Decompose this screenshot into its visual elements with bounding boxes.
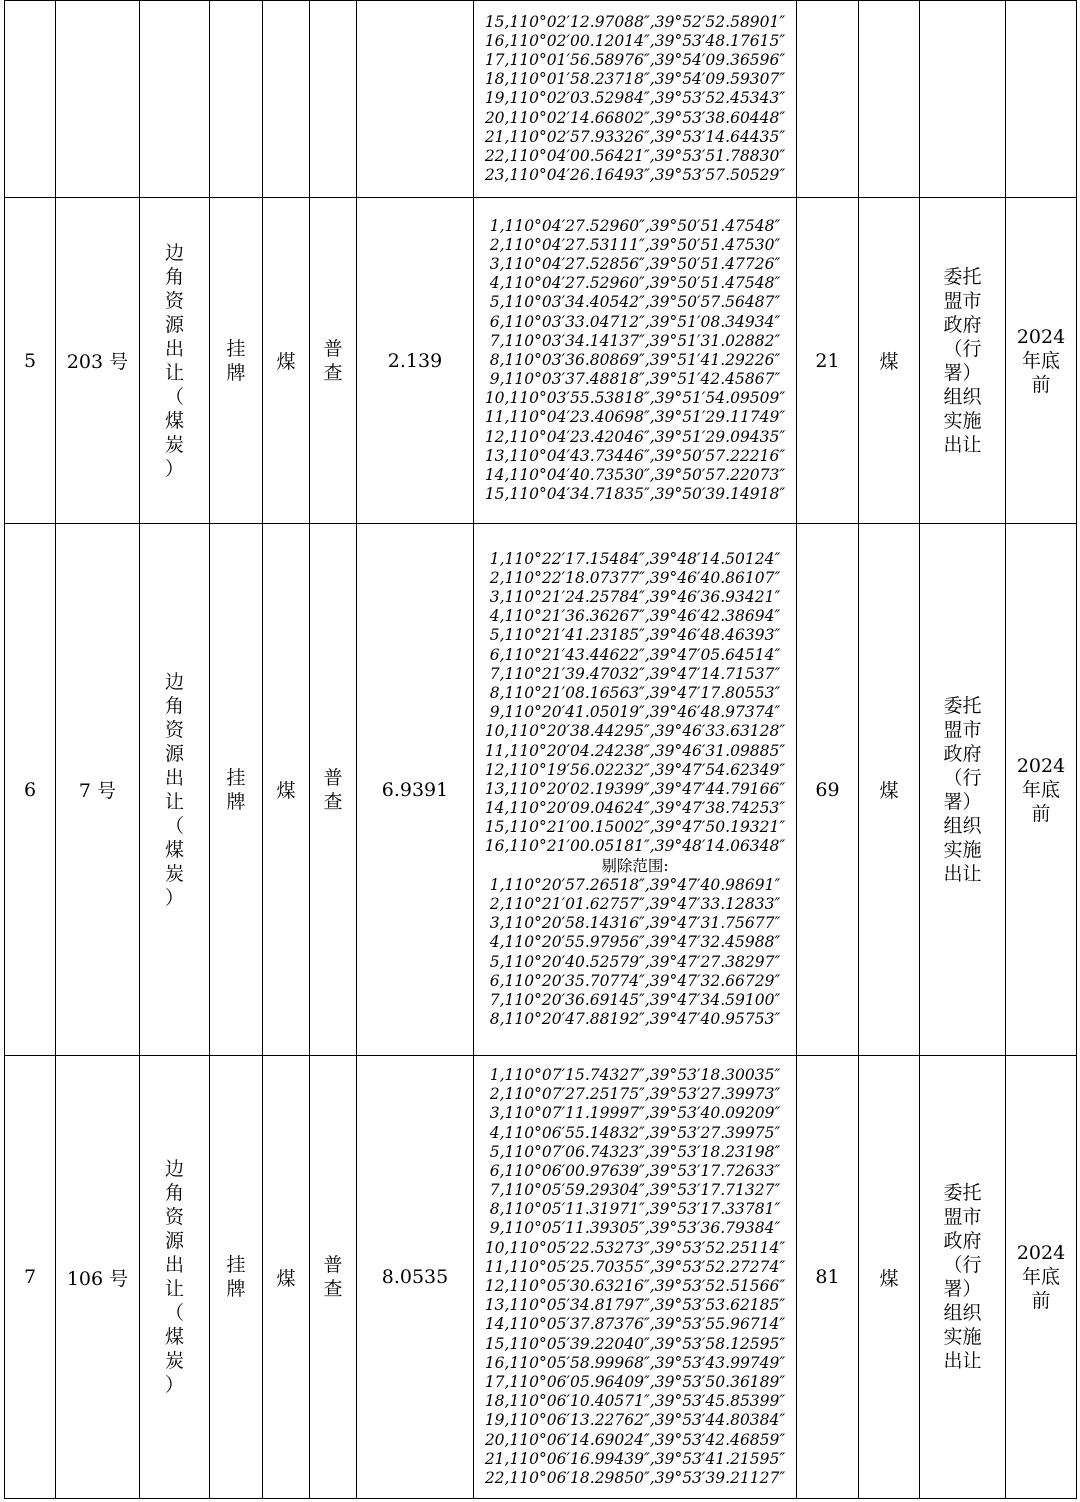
organizer-line: （行 — [943, 766, 982, 789]
coordinate-point: 15,110°02′12.97088″,39°52′52.58901″ — [484, 12, 786, 31]
block-type-line: 源 — [164, 1230, 184, 1252]
organizer — [920, 524, 1006, 1056]
exploration-stage-line: 普 — [323, 766, 343, 789]
organizer-line: 署） — [943, 790, 982, 813]
coordinate-point: 8,110°05′11.31971″,39°53′17.33781″ — [489, 1200, 781, 1219]
coordinate-point: 12,110°05′30.63216″,39°53′52.51566″ — [484, 1277, 786, 1295]
coordinate-point: 12,110°19′56.02232″,39°47′54.62349″ — [484, 760, 786, 779]
block-type-line: 资 — [164, 718, 184, 741]
block-type-line: ） — [164, 886, 184, 909]
area-value — [357, 1, 474, 198]
deadline — [1006, 198, 1077, 524]
organizer-line: 实施 — [943, 1326, 982, 1348]
point-count: 69 — [797, 524, 859, 1056]
coordinate-point: 10,110°20′38.44295″,39°46′33.63128″ — [484, 722, 786, 741]
organizer — [920, 1, 1006, 198]
deadline-line: 年底 — [1021, 778, 1060, 801]
deadline-line: 前 — [1031, 802, 1051, 825]
organizer-line: 署） — [943, 361, 982, 384]
coordinate-point: 3,110°20′58.14316″,39°47′31.75677″ — [489, 914, 781, 933]
table-row — [5, 1, 1077, 198]
mining-rights-table — [4, 0, 1077, 1499]
organizer-line: 出让 — [943, 433, 982, 456]
coordinate-point: 15,110°05′39.22040″,39°53′58.12595″ — [484, 1334, 786, 1353]
organizer-line: 盟市 — [943, 1206, 982, 1228]
coordinate-point: 剔除范围: — [601, 856, 669, 875]
mineral-type — [263, 1, 310, 198]
coordinate-point: 11,110°20′04.24238″,39°46′31.09885″ — [484, 741, 786, 760]
block-type-line: ） — [164, 457, 184, 480]
organizer-line: 盟市 — [943, 289, 982, 312]
row-number — [5, 1, 56, 198]
exploration-stage — [310, 524, 357, 1056]
organizer-line: 盟市 — [943, 718, 982, 741]
coordinate-point: 2,110°22′18.07377″,39°46′40.86107″ — [489, 568, 781, 587]
exploration-stage — [310, 1056, 357, 1499]
mineral-type: 煤 — [263, 524, 310, 1056]
deadline-line: 前 — [1031, 1290, 1051, 1312]
coordinate-point: 4,110°20′55.97956″,39°47′32.45988″ — [489, 933, 781, 952]
block-type — [140, 1056, 210, 1499]
coordinate-list — [474, 1056, 797, 1499]
organizer-line: 组织 — [943, 1302, 982, 1324]
point-count — [797, 1, 859, 198]
coordinate-point: 7,110°20′36.69145″,39°47′34.59100″ — [489, 990, 781, 1009]
mineral-type-2: 煤 — [859, 524, 920, 1056]
coordinate-point: 16,110°05′58.99968″,39°53′43.99749″ — [484, 1353, 786, 1372]
area-value: 6.9391 — [357, 524, 474, 1056]
deadline-line: 前 — [1031, 373, 1051, 396]
mineral-type-2: 煤 — [859, 198, 920, 524]
coordinate-point: 6,110°21′43.44622″,39°47′05.64514″ — [489, 645, 781, 664]
coordinate-point: 3,110°04′27.52856″,39°50′51.47726″ — [489, 254, 781, 273]
coordinate-point: 8,110°20′47.88192″,39°47′40.95753″ — [489, 1010, 781, 1029]
point-count: 81 — [797, 1056, 859, 1499]
block-type-line: 出 — [164, 1254, 184, 1276]
organizer-line: 政府 — [943, 742, 982, 765]
coordinate-point: 1,110°07′15.74327″,39°53′18.30035″ — [489, 1065, 781, 1084]
coordinate-point: 11,110°05′25.70355″,39°53′52.27274″ — [484, 1257, 786, 1276]
mineral-type: 煤 — [263, 198, 310, 524]
organizer-line: 署） — [943, 1278, 982, 1300]
transfer-method — [210, 1, 263, 198]
block-type — [140, 198, 210, 524]
coordinate-point: 22,110°04′00.56421″,39°53′51.78830″ — [484, 146, 786, 165]
mineral-type-2 — [859, 1, 920, 198]
coordinate-point: 4,110°06′55.14832″,39°53′27.39975″ — [489, 1123, 781, 1142]
coordinate-point: 2,110°04′27.53111″,39°50′51.47530″ — [489, 235, 781, 254]
deadline — [1006, 1056, 1077, 1499]
table-row — [5, 524, 1077, 1056]
organizer-line: （行 — [943, 1254, 982, 1276]
coordinate-point: 16,110°02′00.12014″,39°53′48.17615″ — [484, 31, 786, 50]
coordinate-point: 15,110°21′00.15002″,39°47′50.19321″ — [484, 818, 786, 837]
coordinate-point: 21,110°06′16.99439″,39°53′41.21595″ — [484, 1449, 786, 1468]
transfer-method-line: 挂 — [226, 337, 246, 360]
mineral-type: 煤 — [263, 1056, 310, 1499]
block-type-line: ） — [164, 1374, 184, 1396]
coordinate-point: 5,110°03′34.40542″,39°50′57.56487″ — [489, 293, 781, 312]
table-row — [5, 198, 1077, 524]
deadline-line: 年底 — [1021, 349, 1060, 372]
block-type-line: 角 — [164, 694, 184, 717]
transfer-method — [210, 524, 263, 1056]
exploration-stage-line: 普 — [323, 337, 343, 360]
coordinate-point: 1,110°04′27.52960″,39°50′51.47548″ — [489, 216, 781, 235]
block-type-line: （ — [164, 1302, 184, 1324]
coordinate-point: 18,110°06′10.40571″,39°53′45.85399″ — [484, 1392, 786, 1411]
block-type-line: 出 — [164, 766, 184, 789]
exploration-stage — [310, 198, 357, 524]
block-type-line: 资 — [164, 289, 184, 312]
block-type-line: 煤 — [164, 838, 184, 861]
exploration-stage-line: 普 — [323, 1254, 343, 1276]
row-number: 7 — [5, 1056, 56, 1499]
exploration-stage-line: 查 — [323, 1278, 343, 1300]
coordinate-point: 8,110°21′08.16563″,39°47′17.80553″ — [489, 683, 781, 702]
block-type-line: 角 — [164, 265, 184, 288]
area-value: 8.0535 — [357, 1056, 474, 1499]
block-id: 203 号 — [56, 198, 140, 524]
coordinate-point: 21,110°02′57.93326″,39°53′14.64435″ — [484, 127, 786, 146]
coordinate-point: 19,110°02′03.52984″,39°53′52.45343″ — [484, 89, 786, 108]
coordinate-point: 13,110°05′34.81797″,39°53′53.62185″ — [484, 1296, 786, 1315]
coordinate-point: 1,110°20′57.26518″,39°47′40.98691″ — [489, 875, 781, 894]
transfer-method — [210, 198, 263, 524]
coordinate-point: 4,110°21′36.36267″,39°46′42.38694″ — [489, 607, 781, 626]
block-type-line: 炭 — [164, 1350, 184, 1372]
block-type-line: 让 — [164, 361, 184, 384]
organizer-line: 政府 — [943, 313, 982, 336]
coordinate-point: 8,110°03′36.80869″,39°51′41.29226″ — [489, 350, 781, 369]
coordinate-point: 4,110°04′27.52960″,39°50′51.47548″ — [489, 274, 781, 293]
block-type-line: 炭 — [164, 862, 184, 885]
block-type-line: （ — [164, 814, 184, 837]
organizer-line: 委托 — [943, 265, 982, 288]
coordinate-point: 13,110°20′02.19399″,39°47′44.79166″ — [484, 779, 786, 798]
coordinate-point: 5,110°07′06.74323″,39°53′18.23198″ — [489, 1142, 781, 1161]
block-type-line: 让 — [164, 1278, 184, 1300]
block-type-line: 边 — [164, 670, 184, 693]
coordinate-point: 16,110°21′00.05181″,39°48′14.06348″ — [484, 837, 786, 856]
block-type-line: 源 — [164, 313, 184, 336]
organizer-line: 委托 — [943, 694, 982, 717]
block-type-line: 边 — [164, 1158, 184, 1180]
transfer-method-line: 牌 — [226, 1278, 246, 1300]
coordinate-point: 6,110°20′35.70774″,39°47′32.66729″ — [489, 971, 781, 990]
organizer — [920, 1056, 1006, 1499]
block-type-line: 炭 — [164, 433, 184, 456]
block-type-line: （ — [164, 385, 184, 408]
coordinate-point: 7,110°21′39.47032″,39°47′14.71537″ — [489, 664, 781, 683]
deadline-line: 2024 — [1016, 325, 1066, 348]
organizer-line: 出让 — [943, 1350, 982, 1372]
coordinate-point: 3,110°21′24.25784″,39°46′36.93421″ — [489, 588, 781, 607]
coordinate-point: 1,110°22′17.15484″,39°48′14.50124″ — [489, 549, 781, 568]
deadline — [1006, 1, 1077, 198]
coordinate-point: 20,110°02′14.66802″,39°53′38.60448″ — [484, 108, 786, 127]
organizer-line: （行 — [943, 337, 982, 360]
coordinate-point: 10,110°05′22.53273″,39°53′52.25114″ — [484, 1238, 786, 1257]
coordinate-point: 18,110°01′58.23718″,39°54′09.59307″ — [484, 70, 786, 89]
block-type-line: 出 — [164, 337, 184, 360]
organizer-line: 政府 — [943, 1230, 982, 1252]
organizer-line: 实施 — [943, 409, 982, 432]
coordinate-point: 11,110°04′23.40698″,39°51′29.11749″ — [484, 408, 786, 427]
mineral-type-2: 煤 — [859, 1056, 920, 1499]
exploration-stage-line: 查 — [323, 361, 343, 384]
exploration-stage-line: 查 — [323, 790, 343, 813]
coordinate-point: 7,110°05′59.29304″,39°53′17.71327″ — [489, 1181, 781, 1200]
coordinate-point: 23,110°04′26.16493″,39°53′57.50529″ — [484, 166, 786, 185]
point-count: 21 — [797, 198, 859, 524]
transfer-method-line: 挂 — [226, 1254, 246, 1276]
coordinate-point: 15,110°04′34.71835″,39°50′39.14918″ — [484, 485, 786, 504]
block-type-line: 源 — [164, 742, 184, 765]
coordinate-point: 2,110°07′27.25175″,39°53′27.39973″ — [489, 1085, 781, 1104]
coordinate-list — [474, 198, 797, 524]
exploration-stage — [310, 1, 357, 198]
coordinate-point: 6,110°03′33.04712″,39°51′08.34934″ — [489, 312, 781, 331]
organizer-line: 实施 — [943, 838, 982, 861]
block-type — [140, 1, 210, 198]
coordinate-point: 17,110°06′05.96409″,39°53′50.36189″ — [484, 1372, 786, 1391]
coordinate-point: 14,110°04′40.73530″,39°50′57.22073″ — [484, 466, 786, 485]
area-value: 2.139 — [357, 198, 474, 524]
block-type-line: 边 — [164, 241, 184, 264]
coordinate-point: 17,110°01′56.58976″,39°54′09.36596″ — [484, 51, 786, 70]
coordinate-point: 5,110°20′40.52579″,39°47′27.38297″ — [489, 952, 781, 971]
deadline — [1006, 524, 1077, 1056]
transfer-method-line: 牌 — [226, 790, 246, 813]
row-number: 6 — [5, 524, 56, 1056]
coordinate-point: 20,110°06′14.69024″,39°53′42.46859″ — [484, 1430, 786, 1449]
block-type-line: 角 — [164, 1182, 184, 1204]
coordinate-point: 2,110°21′01.62757″,39°47′33.12833″ — [489, 895, 781, 914]
deadline-line: 2024 — [1016, 1242, 1066, 1264]
deadline-line: 年底 — [1021, 1266, 1060, 1288]
coordinate-point: 9,110°03′37.48818″,39°51′42.45867″ — [489, 370, 781, 389]
block-id — [56, 1, 140, 198]
coordinate-point: 12,110°04′23.42046″,39°51′29.09435″ — [484, 427, 786, 446]
block-id: 7 号 — [56, 524, 140, 1056]
block-id: 106 号 — [56, 1056, 140, 1499]
coordinate-point: 9,110°20′41.05019″,39°46′48.97374″ — [489, 703, 781, 722]
coordinate-point: 19,110°06′13.22762″,39°53′44.80384″ — [484, 1411, 786, 1430]
table-row — [5, 1056, 1077, 1499]
coordinate-point: 14,110°05′37.87376″,39°53′55.96714″ — [484, 1315, 786, 1334]
coordinate-point: 13,110°04′43.73446″,39°50′57.22216″ — [484, 446, 786, 465]
coordinate-point: 9,110°05′11.39305″,39°53′36.79384″ — [489, 1219, 781, 1238]
organizer-line: 出让 — [943, 862, 982, 885]
block-type-line: 资 — [164, 1206, 184, 1228]
organizer-line: 组织 — [943, 814, 982, 837]
transfer-method-line: 牌 — [226, 361, 246, 384]
coordinate-point: 7,110°03′34.14137″,39°51′31.02882″ — [489, 331, 781, 350]
coordinate-point: 6,110°06′00.97639″,39°53′17.72633″ — [489, 1161, 781, 1180]
transfer-method-line: 挂 — [226, 766, 246, 789]
block-type-line: 煤 — [164, 409, 184, 432]
row-number: 5 — [5, 198, 56, 524]
coordinate-point: 22,110°06′18.29850″,39°53′39.21127″ — [484, 1468, 786, 1487]
deadline-line: 2024 — [1016, 754, 1066, 777]
coordinate-point: 10,110°03′55.53818″,39°51′54.09509″ — [484, 389, 786, 408]
organizer-line: 委托 — [943, 1182, 982, 1204]
coordinate-point: 5,110°21′41.23185″,39°46′48.46393″ — [489, 626, 781, 645]
coordinate-point: 14,110°20′09.04624″,39°47′38.74253″ — [484, 799, 786, 818]
coordinate-list — [474, 524, 797, 1056]
transfer-method — [210, 1056, 263, 1499]
block-type — [140, 524, 210, 1056]
coordinate-list — [474, 1, 797, 198]
block-type-line: 煤 — [164, 1326, 184, 1348]
organizer — [920, 198, 1006, 524]
coordinate-point: 3,110°07′11.19997″,39°53′40.09209″ — [489, 1104, 781, 1123]
organizer-line: 组织 — [943, 385, 982, 408]
block-type-line: 让 — [164, 790, 184, 813]
